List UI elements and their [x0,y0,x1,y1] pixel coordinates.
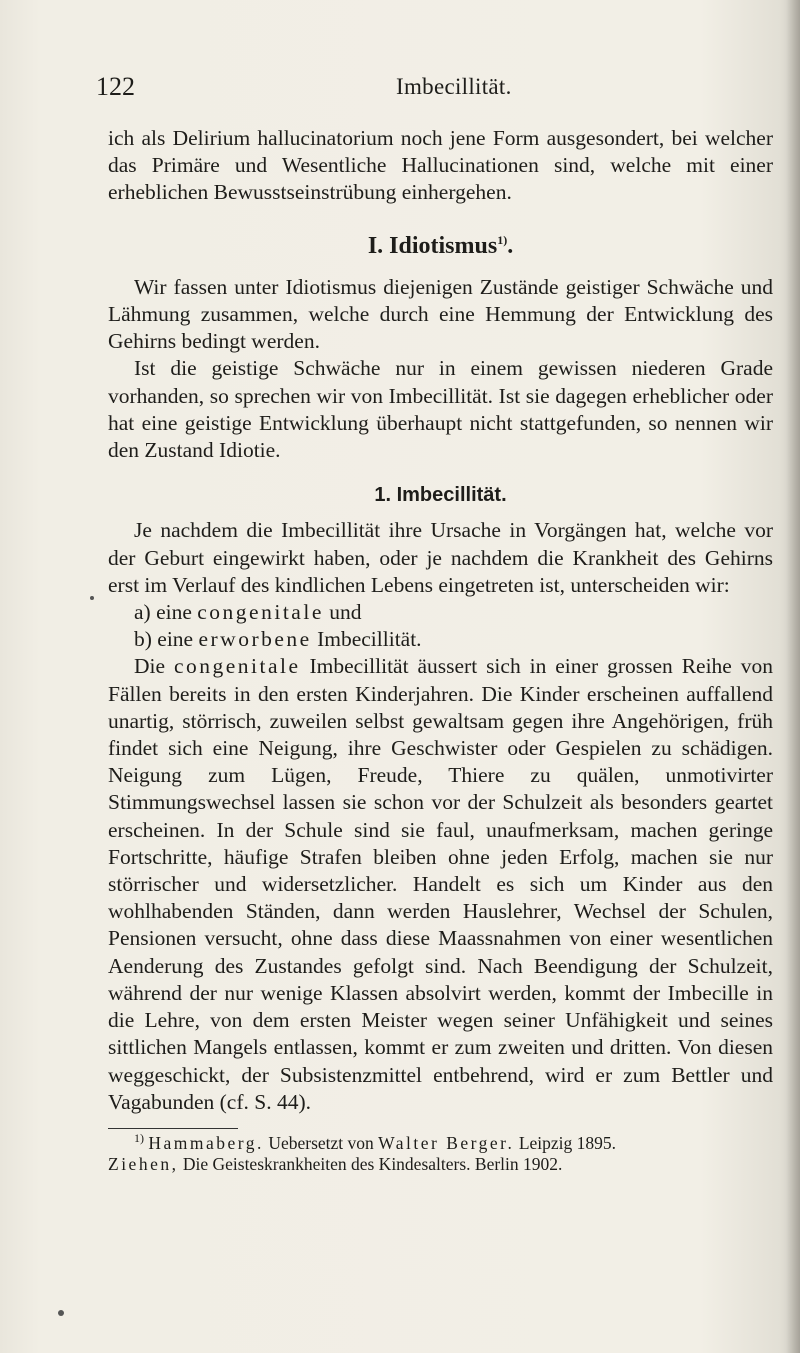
list-marker: a) eine [134,600,192,625]
list-rest: und [329,600,362,625]
footnote-author: Hammaberg. [148,1132,264,1153]
page-edge-shadow [786,0,800,1353]
paragraph-start: Die [134,654,166,679]
spaced-term: congenitale [173,654,301,679]
paper-speck [90,596,94,600]
footnote-text: Uebersetzt von [268,1132,374,1153]
list-item [108,626,773,653]
page-header [96,72,746,112]
paper-speck [58,1310,64,1316]
footnote-marker: 1) [134,1131,144,1146]
section-paragraph: Wir fassen unter Idiotismus diejenigen Zustände geistiger Schwäche und Lähmung zusammen, welche durch eine Hemmung der Entwicklung des Gehirns bedingt werden. [108,274,773,354]
running-title: Imbecillität. [396,74,512,99]
list-item [108,599,773,626]
paragraph-rest: Imbecillität äussert sich in einer grossen Reihe von Fällen bereits in den ersten Kinderjahren. Die Kinder erscheinen auffallend unartig, störrisch, zuweilen selbst gewaltsam gegen ihre Angehörigen, früh findet sich eine Neigung, ihre Geschwister oder Gespielen zu schädigen. Neigung zum Lügen, Freude, Thiere zu quälen, unmotivirter Stimmungswechsel lassen sie schon vor der Schulzeit als besonders geartet erscheinen. In der Schule sind sie faul, unaufmerksam, machen geringe Fortschritte, häufige Strafen bleiben ohne jeden Erfolg, machen sie nur störrischer und widersetzlicher. Handelt es sich um Kinder aus den wohlhabenden Ständen, dann werden Hauslehrer, Wechsel der Schulen, Pensionen versucht, ohne dass diese Maassnahmen von einer wesentlichen Aenderung des Zustandes gefolgt sind. Nach Beendigung der Schulzeit, während der nur wenige Klassen absolvirt werden, kommt der Imbecille in die Lehre, von dem ersten Meister wegen seiner Unfähigkeit und seines sittlichen Mangels entlassen, kommt er zum zweiten und dritten. Von diesen weggeschickt, der Subsistenzmittel entbehrend, wird er zum Bettler und Vagabunden (cf. S. 44). [108,654,773,1114]
list-term: congenitale [197,600,324,625]
page-number: 122 [96,72,135,101]
footnote-reference: 1) [497,232,508,247]
footnote-translator: Walter Berger. [378,1132,515,1153]
intro-paragraph: ich als Delirium hallucinatorium noch jene Form ausgesondert, bei welcher das Primäre und Wesentliche Hallucinationen sind, welche mit einer erheblichen Bewusstseinstrübung einhergehen. [108,126,773,205]
footnote-text-end: Leipzig 1895. [518,1132,617,1153]
subsection-paragraph [108,653,773,1115]
footnotes [108,1133,773,1175]
list-term: erworbene [198,627,312,652]
list-marker: b) eine [134,627,194,652]
footnote-rule [108,1128,238,1129]
footnote-text: Die Geisteskrankheiten des Kindesalters. Berlin 1902. [182,1153,563,1174]
section-paragraph: Ist die geistige Schwäche nur in einem gewissen niederen Grade vorhanden, so sprechen wir von Imbecillität. Ist sie dagegen erheblicher oder hat eine geistige Entwicklung überhaupt nicht stattgefunden, so nennen wir den Zustand Idiotie. [108,356,773,463]
section-heading: I. Idiotismus$^{1)}$. [367,232,514,259]
section-heading-text: I. Idiotismus [367,232,498,259]
list-rest: Imbecillität. [317,627,422,652]
subsection-paragraph: Je nachdem die Imbecillität ihre Ursache in Vorgängen hat, welche vor der Geburt eingewirkt haben, oder je nachdem die Krankheit des Gehirns erst im Verlauf des kindlichen Lebens eingetreten ist, unterscheiden wir: [108,518,773,597]
footnote-author: Ziehen, [108,1153,179,1174]
footnote [108,1133,773,1175]
subsection-heading: 1. Imbecillität. [374,484,507,507]
body-text [108,125,773,1175]
